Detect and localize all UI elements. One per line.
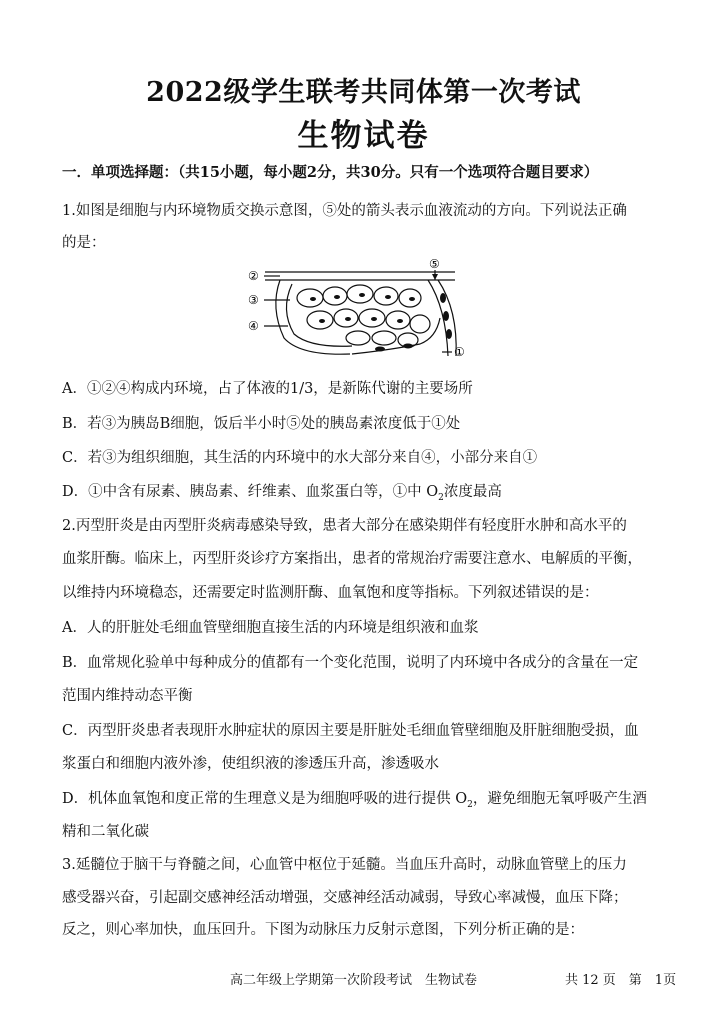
figure-label-5: ⑤: [429, 258, 440, 271]
q2-option-d-line1: [62, 787, 647, 810]
q1-option-c: C．若③为组织细胞，其生活的内环境中的水大部分来自④，小部分来自①: [62, 450, 538, 466]
figure-label-4: ④: [248, 319, 259, 333]
q2-option-b-line1: B．血常规化验单中每种成分的值都有一个变化范围，说明了内环境中各成分的含量在一定: [62, 655, 639, 671]
q1-option-a: A．①②④构成内环境，占了体液的1/3，是新陈代谢的主要场所: [62, 381, 473, 397]
q1-stem-line2: 的是：: [62, 235, 106, 251]
footer-page-number: 共 12 页 第 1页: [565, 973, 677, 988]
figure-label-2: ②: [248, 269, 259, 283]
q1-option-b: B．若③为胰岛B细胞，饭后半小时⑤处的胰岛素浓度低于①处: [62, 416, 461, 432]
q2-option-d-text-end: ，避免细胞无氧呼吸产生酒: [472, 791, 647, 807]
q3-stem-line1: 3.延髓位于脑干与脊髓之间，心血管中枢位于延髓。当血压升高时，动脉血管壁上的压力: [62, 857, 627, 873]
o2-subscript: 2: [467, 799, 473, 810]
q1-option-d-text-end: 浓度最高: [443, 484, 502, 500]
q1-option-d-text: D．①中含有尿素、胰岛素、纤维素、血浆蛋白等，①中 O: [62, 484, 439, 500]
q2-stem-line1: 2.丙型肝炎是由丙型肝炎病毒感染导致，患者大部分在感染期伴有轻度肝水肿和高水平的: [62, 518, 627, 534]
q2-option-b-line2: 范围内维持动态平衡: [62, 688, 193, 704]
exam-title: 2022级学生联考共同体第一次考试: [146, 77, 581, 108]
section-heading: 一．单项选择题：（共15小题，每小题2分，共30分。只有一个选项符合题目要求）: [62, 164, 599, 181]
q2-option-c-line2: 浆蛋白和细胞内液外渗，使组织液的渗透压升高，渗透吸水: [62, 756, 439, 772]
q2-option-d-text: D．机体血氧饱和度正常的生理意义是为细胞呼吸的进行提供 O: [62, 791, 468, 807]
q2-option-d-line2: 精和二氧化碳: [62, 824, 149, 840]
cell-exchange-diagram: [240, 258, 480, 366]
q2-stem-line2: 血浆肝酶。临床上，丙型肝炎诊疗方案指出，患者的常规治疗需要注意水、电解质的平衡，: [62, 551, 642, 567]
q2-option-a: A．人的肝脏处毛细血管壁细胞直接生活的内环境是组织液和血浆: [62, 620, 479, 636]
o2-subscript: 2: [438, 492, 444, 503]
q2-option-c-line1: C．丙型肝炎患者表现肝水肿症状的原因主要是肝脏处毛细血管壁细胞及肝脏细胞受损，血: [62, 723, 639, 739]
figure-label-3: ③: [248, 293, 259, 307]
figure-label-1: ①: [454, 345, 465, 359]
q3-stem-line2: 感受器兴奋，引起副交感神经活动增强，交感神经活动减弱，导致心率减慢，血压下降；: [62, 890, 628, 906]
footer-exam-name: 高二年级上学期第一次阶段考试 生物试卷: [230, 973, 478, 988]
q2-stem-line3: 以维持内环境稳态，还需要定时监测肝酶、血氧饱和度等指标。下列叙述错误的是：: [62, 585, 599, 601]
q1-stem-line1: 1.如图是细胞与内环境物质交换示意图，⑤处的箭头表示血液流动的方向。下列说法正确: [62, 203, 627, 219]
q1-option-d: [62, 480, 502, 503]
subject-title: 生物试卷: [297, 118, 430, 154]
q3-stem-line3: 反之，则心率加快，血压回升。下图为动脉压力反射示意图，下列分析正确的是：: [62, 922, 584, 938]
